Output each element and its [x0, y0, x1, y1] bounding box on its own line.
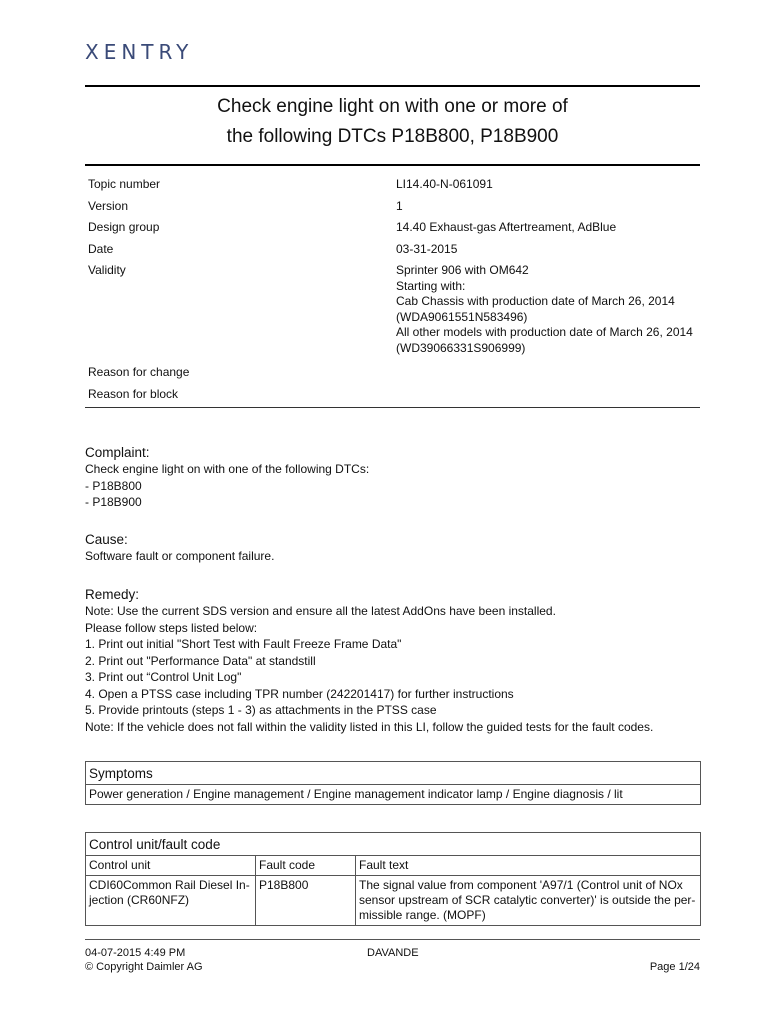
complaint-line: - P18B800	[85, 478, 142, 493]
meta-value-line: (WDA9061551N583496)	[396, 309, 528, 324]
remedy-line: Please follow steps listed below:	[85, 620, 258, 635]
meta-row-topic-number	[88, 174, 700, 196]
complaint-heading: Complaint:	[85, 445, 150, 460]
meta-value-line: (WD39066331S906999)	[396, 340, 526, 355]
remedy-heading: Remedy:	[85, 587, 140, 602]
remedy-line: 5. Provide printouts (steps 1 - 3) as attachments in the PTSS case	[85, 703, 437, 717]
meta-key: Design group	[88, 220, 160, 234]
meta-value-line: All other models with production date of March 26, 2014	[396, 325, 693, 339]
remedy-line: Note: Use the current SDS version and ensure all the latest AddOns have been installed.	[85, 604, 556, 618]
meta-key: Version	[88, 198, 129, 213]
remedy-section	[85, 587, 700, 735]
meta-row-validity	[88, 260, 700, 356]
meta-row-reason-for-block	[88, 384, 700, 406]
meta-key: Date	[88, 241, 114, 256]
cell-control-unit: CDI60Common Rail Diesel In- jection (CR60NFZ)	[86, 876, 256, 926]
title-line-1: Check engine light on with one or more of	[217, 96, 568, 117]
column-header-fault-code: Fault code	[256, 856, 356, 876]
cause-line: Software fault or component failure.	[85, 549, 275, 563]
meta-row-reason-for-change	[88, 362, 700, 384]
meta-key: Validity	[88, 263, 126, 277]
remedy-line: 1. Print out initial "Short Test with Fault Freeze Frame Data"	[85, 637, 402, 651]
footer-rule	[85, 939, 700, 940]
cell-fault-text: The signal value from component 'A97/1 (Control unit of NOx sensor upstream of SCR catalytic converter)' is outside the per- missible range. (MOPF)	[356, 876, 701, 926]
complaint-line: - P18B900	[85, 495, 142, 509]
column-header-control-unit: Control unit	[86, 856, 256, 876]
table-row	[86, 876, 701, 926]
meta-value: LI14.40-N-061091	[396, 177, 493, 191]
table-row	[86, 762, 701, 785]
table-row	[86, 833, 701, 856]
meta-bottom-rule	[85, 407, 700, 408]
meta-value: 14.40 Exhaust-gas Aftertreament, AdBlue	[396, 220, 617, 234]
meta-value: 1	[396, 198, 403, 213]
footer-timestamp: 04-07-2015 4:49 PM	[85, 947, 186, 959]
meta-key: Topic number	[88, 177, 161, 191]
remedy-line: 4. Open a PTSS case including TPR number (242201417) for further instructions	[85, 686, 514, 701]
meta-value-line: Starting with:	[396, 278, 466, 293]
fault-table-heading: Control unit/fault code	[86, 833, 701, 856]
table-header-row	[86, 856, 701, 876]
meta-row-design-group	[88, 217, 700, 239]
meta-value: 03-31-2015	[396, 241, 458, 256]
xentry-logo: XENTRY	[85, 40, 194, 64]
cell-fault-code: P18B800	[256, 876, 356, 926]
meta-key: Reason for change	[88, 365, 190, 379]
complaint-section	[85, 445, 700, 511]
remedy-line: Note: If the vehicle does not fall within the validity listed in this LI, follow the guided tests for the fault codes.	[85, 719, 654, 734]
meta-value-line: Sprinter 906 with OM642	[396, 263, 529, 277]
remedy-line: 3. Print out “Control Unit Log"	[85, 670, 242, 684]
symptoms-table	[85, 761, 701, 805]
footer-page-number: Page 1/24	[649, 961, 700, 973]
complaint-line: Check engine light on with one of the following DTCs:	[85, 462, 370, 476]
cause-section	[85, 532, 700, 565]
symptoms-text: Power generation / Engine management / Engine management indicator lamp / Engine diagnosis / lit	[86, 785, 701, 805]
cause-heading: Cause:	[85, 532, 128, 547]
symptoms-heading: Symptoms	[86, 762, 701, 785]
column-header-fault-text: Fault text	[356, 856, 701, 876]
document-title	[85, 92, 700, 152]
meta-row-date	[88, 239, 700, 261]
metadata-table	[88, 174, 700, 405]
footer-copyright: © Copyright Daimler AG	[85, 961, 203, 973]
fault-code-table	[85, 832, 701, 926]
meta-value-line: Cab Chassis with production date of March 26, 2014	[396, 294, 675, 308]
title-line-2: the following DTCs P18B800, P18B900	[226, 126, 559, 147]
meta-row-version	[88, 196, 700, 218]
meta-key: Reason for block	[88, 386, 179, 401]
remedy-line: 2. Print out "Performance Data" at standstill	[85, 653, 316, 668]
title-bottom-rule	[85, 164, 700, 166]
footer-left	[85, 946, 203, 974]
table-row	[86, 785, 701, 805]
footer-user: DAVANDE	[367, 947, 419, 959]
title-top-rule	[85, 85, 700, 87]
